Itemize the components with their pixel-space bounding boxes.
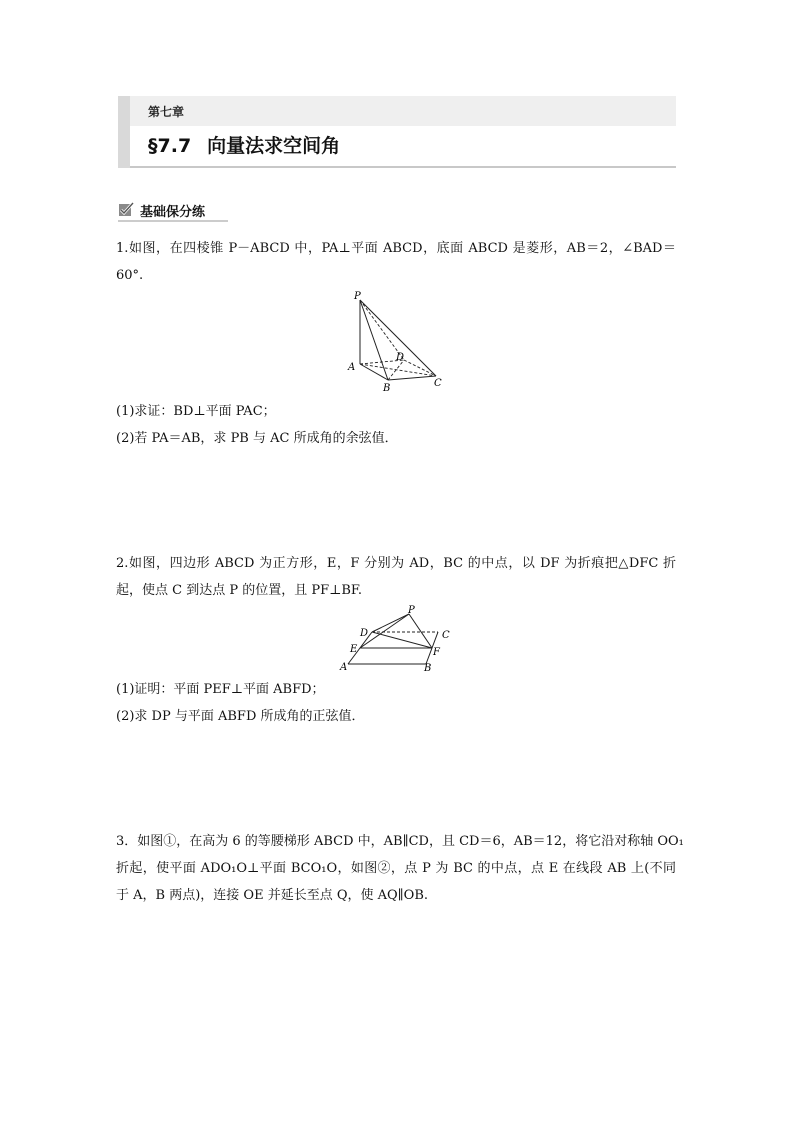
- fig2-label-a: A: [340, 662, 348, 673]
- fig1-label-c: C: [434, 378, 442, 389]
- header-underline: [130, 166, 676, 168]
- problem-2-line-1: 2.如图，四边形 ABCD 为正方形，E，F 分别为 AD，BC 的中点，以 DF 为折痕把△DFC 折: [116, 556, 676, 571]
- fig2-label-b: B: [424, 663, 432, 674]
- problem-3-line-2: 折起，使平面 ADO₁O⊥平面 BCO₁O，如图②，点 P 为 BC 的中点，点 E 在线段 AB 上(不同: [116, 861, 676, 876]
- problem-1-question-1: (1)求证：BD⊥平面 PAC；: [116, 404, 276, 419]
- problem-2-question-1: (1)证明：平面 PEF⊥平面 ABFD；: [116, 682, 325, 697]
- fig1-label-d: D: [396, 352, 405, 363]
- fig1-label-b: B: [383, 383, 391, 394]
- chapter-label: 第七章: [148, 105, 185, 119]
- header-top-band: [130, 96, 676, 126]
- problem-1-question-2: (2)若 PA＝AB，求 PB 与 AC 所成角的余弦值．: [116, 431, 398, 446]
- problem-1-figure-pyramid: [340, 288, 450, 394]
- chapter-header: [118, 96, 676, 168]
- section-number: §7.7: [148, 135, 192, 157]
- fig2-label-p: P: [408, 605, 415, 616]
- problem-3-line-1: 3．如图①，在高为 6 的等腰梯形 ABCD 中，AB∥CD，且 CD＝6，AB＝12，将它沿对称轴 OO₁: [116, 834, 684, 849]
- problem-1-line-2: 60°.: [116, 268, 144, 283]
- header-accent-bar: [118, 96, 130, 168]
- problem-2-line-2: 起，使点 C 到达点 P 的位置，且 PF⊥BF.: [116, 583, 363, 598]
- fig1-label-a: A: [348, 362, 356, 373]
- section-underline: [118, 220, 228, 222]
- problem-2-figure-fold: [338, 604, 458, 674]
- fig2-label-e: E: [350, 644, 358, 655]
- problem-2-question-2: (2)求 DP 与平面 ABFD 所成角的正弦值．: [116, 709, 365, 724]
- fig2-label-d: D: [360, 628, 369, 639]
- section-label: 基础保分练: [140, 205, 206, 220]
- problem-3-line-3: 于 A，B 两点)，连接 OE 并延长至点 Q，使 AQ∥OB.: [116, 888, 429, 903]
- section-title-text: 向量法求空间角: [207, 135, 341, 157]
- fig2-label-f: F: [433, 647, 440, 658]
- section-title: [148, 131, 340, 158]
- problem-1-line-1: 1.如图，在四棱锥 P－ABCD 中，PA⊥平面 ABCD，底面 ABCD 是菱形，AB＝2，∠BAD＝: [116, 241, 676, 256]
- fig2-label-c: C: [442, 630, 450, 641]
- fig1-label-p: P: [354, 291, 361, 302]
- checkbox-check-icon: [118, 201, 134, 217]
